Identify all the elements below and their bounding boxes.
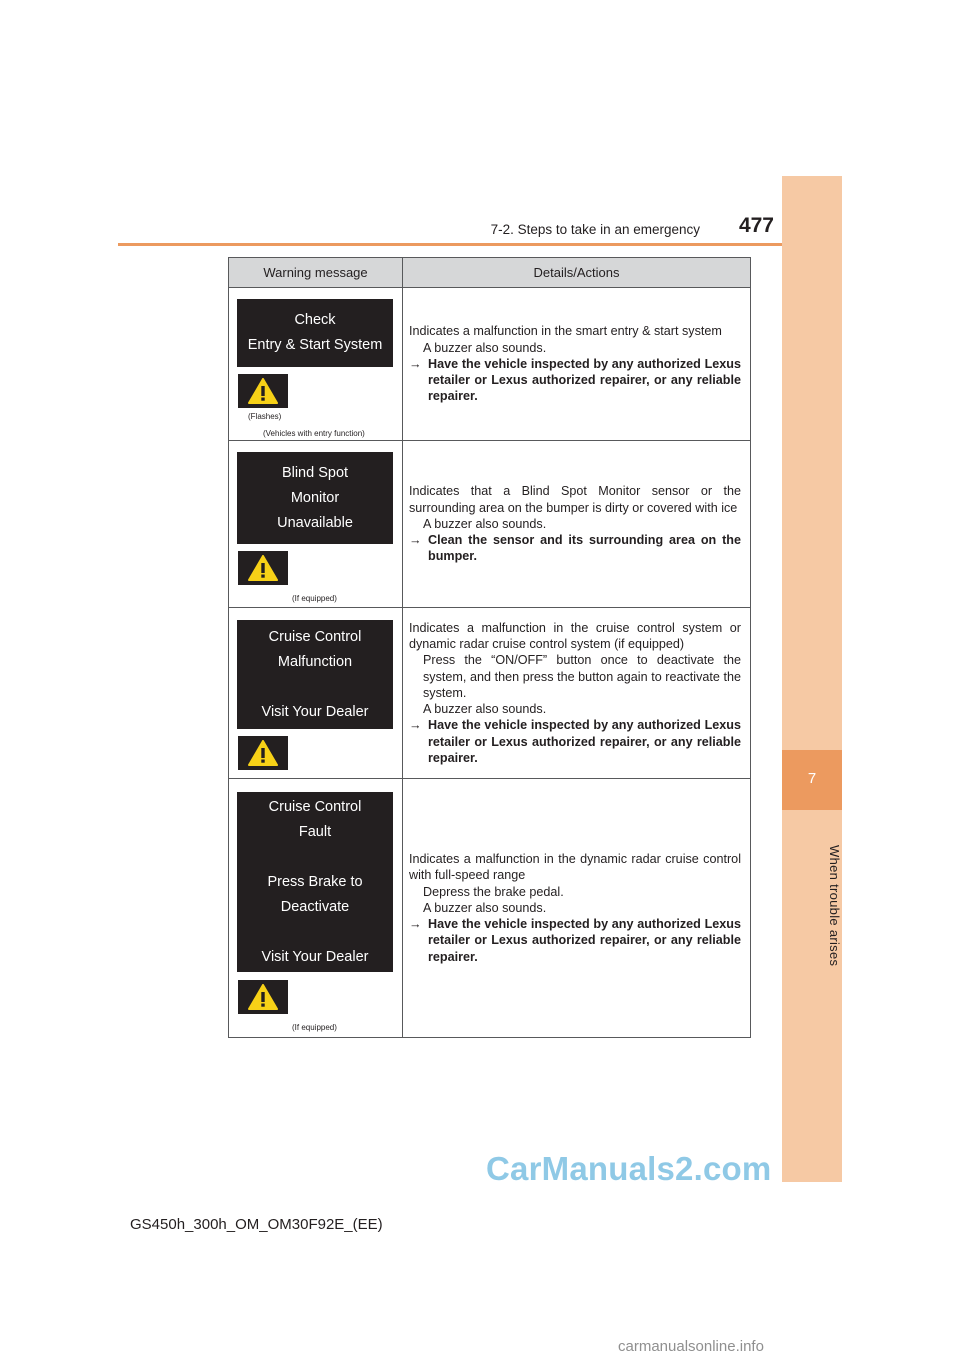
multi-info-display (237, 452, 393, 544)
details-cell (403, 608, 751, 779)
display-line (237, 675, 393, 700)
description: Indicates a malfunction in the smart entry & start system (409, 324, 722, 339)
display-line: Cruise Control (268, 629, 362, 645)
action-label: Clean the sensor and its surrounding area on the bumper. (428, 533, 741, 564)
details-cell (403, 441, 751, 608)
table-row (229, 441, 751, 608)
details-cell (403, 288, 751, 441)
arrow-icon: → (409, 718, 422, 733)
chapter-side-tab (782, 176, 842, 1182)
condition-note: (Vehicles with entry function) (263, 429, 365, 438)
warning-message-cell (229, 288, 403, 441)
arrow-icon: → (409, 533, 422, 548)
display-line: Fault (298, 824, 332, 840)
action-label: Have the vehicle inspected by any authorized Lexus retailer or Lexus authorized repairer, or any reliable repairer. (428, 356, 741, 404)
section-title: 7-2. Steps to take in an emergency (490, 222, 700, 237)
description: Indicates that a Blind Spot Monitor sensor or the surrounding area on the bumper is dirty or covered with ice (409, 484, 741, 515)
warning-message-cell (229, 608, 403, 779)
display-line: Entry & Start System (247, 337, 383, 353)
indented-note: Press the “ON/OFF” button once to deactivate the system, and then press the button again to reactivate the system. (423, 653, 741, 700)
indented-note: A buzzer also sounds. (423, 340, 547, 355)
indented-note: Depress the brake pedal. (423, 884, 564, 899)
warning-triangle-icon (238, 736, 288, 770)
arrow-icon: → (409, 917, 422, 932)
multi-info-display (237, 792, 393, 972)
multi-info-display (237, 620, 393, 729)
warning-triangle-icon (238, 551, 288, 585)
header-rule (118, 243, 842, 246)
warning-message-table (228, 257, 751, 1038)
condition-note: (If equipped) (292, 1023, 337, 1032)
action-label: Have the vehicle inspected by any authorized Lexus retailer or Lexus authorized repairer, or any reliable repairer. (428, 917, 741, 964)
arrow-icon: → (409, 356, 422, 371)
action-label: Have the vehicle inspected by any authorized Lexus retailer or Lexus authorized repairer, or any reliable repairer. (428, 718, 741, 766)
display-line: Monitor (290, 490, 340, 506)
display-line: Deactivate (280, 899, 350, 915)
condition-note: (If equipped) (292, 594, 337, 603)
document-code: GS450h_300h_OM_OM30F92E_(EE) (130, 1216, 383, 1233)
chapter-label: When trouble arises (827, 845, 842, 967)
indented-note: A buzzer also sounds. (423, 516, 547, 531)
display-line: Press Brake to (267, 874, 363, 890)
action-text (409, 717, 741, 766)
action-text (409, 356, 741, 405)
action-text (409, 532, 741, 565)
watermark-url: carmanualsonline.info (618, 1338, 764, 1355)
description: Indicates a malfunction in the cruise control system or dynamic radar cruise control system (if equipped) (409, 620, 741, 651)
watermark-logo: CarManuals2.com (486, 1150, 772, 1187)
display-line: Check (294, 312, 336, 328)
warning-triangle-icon (238, 374, 288, 408)
page-number: 477 (738, 214, 774, 237)
display-line: Visit Your Dealer (261, 704, 369, 720)
description: Indicates a malfunction in the dynamic radar cruise control with full-speed range (409, 851, 741, 883)
display-line (237, 920, 393, 945)
display-line (237, 845, 393, 870)
table-row (229, 779, 751, 1038)
warning-triangle-icon (238, 980, 288, 1014)
flashes-note: (Flashes) (248, 412, 282, 421)
warning-message-cell (229, 779, 403, 1038)
multi-info-display (237, 299, 393, 367)
display-line: Visit Your Dealer (261, 949, 369, 965)
action-text (409, 916, 741, 965)
display-line: Unavailable (277, 515, 353, 531)
chapter-number: 7 (807, 770, 817, 787)
warning-message-cell (229, 441, 403, 608)
display-line: Malfunction (277, 654, 353, 670)
col-header-details-actions: Details/Actions (403, 258, 751, 288)
table-row (229, 608, 751, 779)
col-header-warning-message: Warning message (229, 258, 403, 288)
details-cell (403, 779, 751, 1038)
indented-note: A buzzer also sounds. (423, 702, 547, 717)
display-line: Cruise Control (268, 799, 362, 815)
display-line: Blind Spot (281, 465, 349, 481)
indented-note: A buzzer also sounds. (423, 900, 547, 915)
table-row (229, 288, 751, 441)
table-header-row (229, 258, 751, 288)
